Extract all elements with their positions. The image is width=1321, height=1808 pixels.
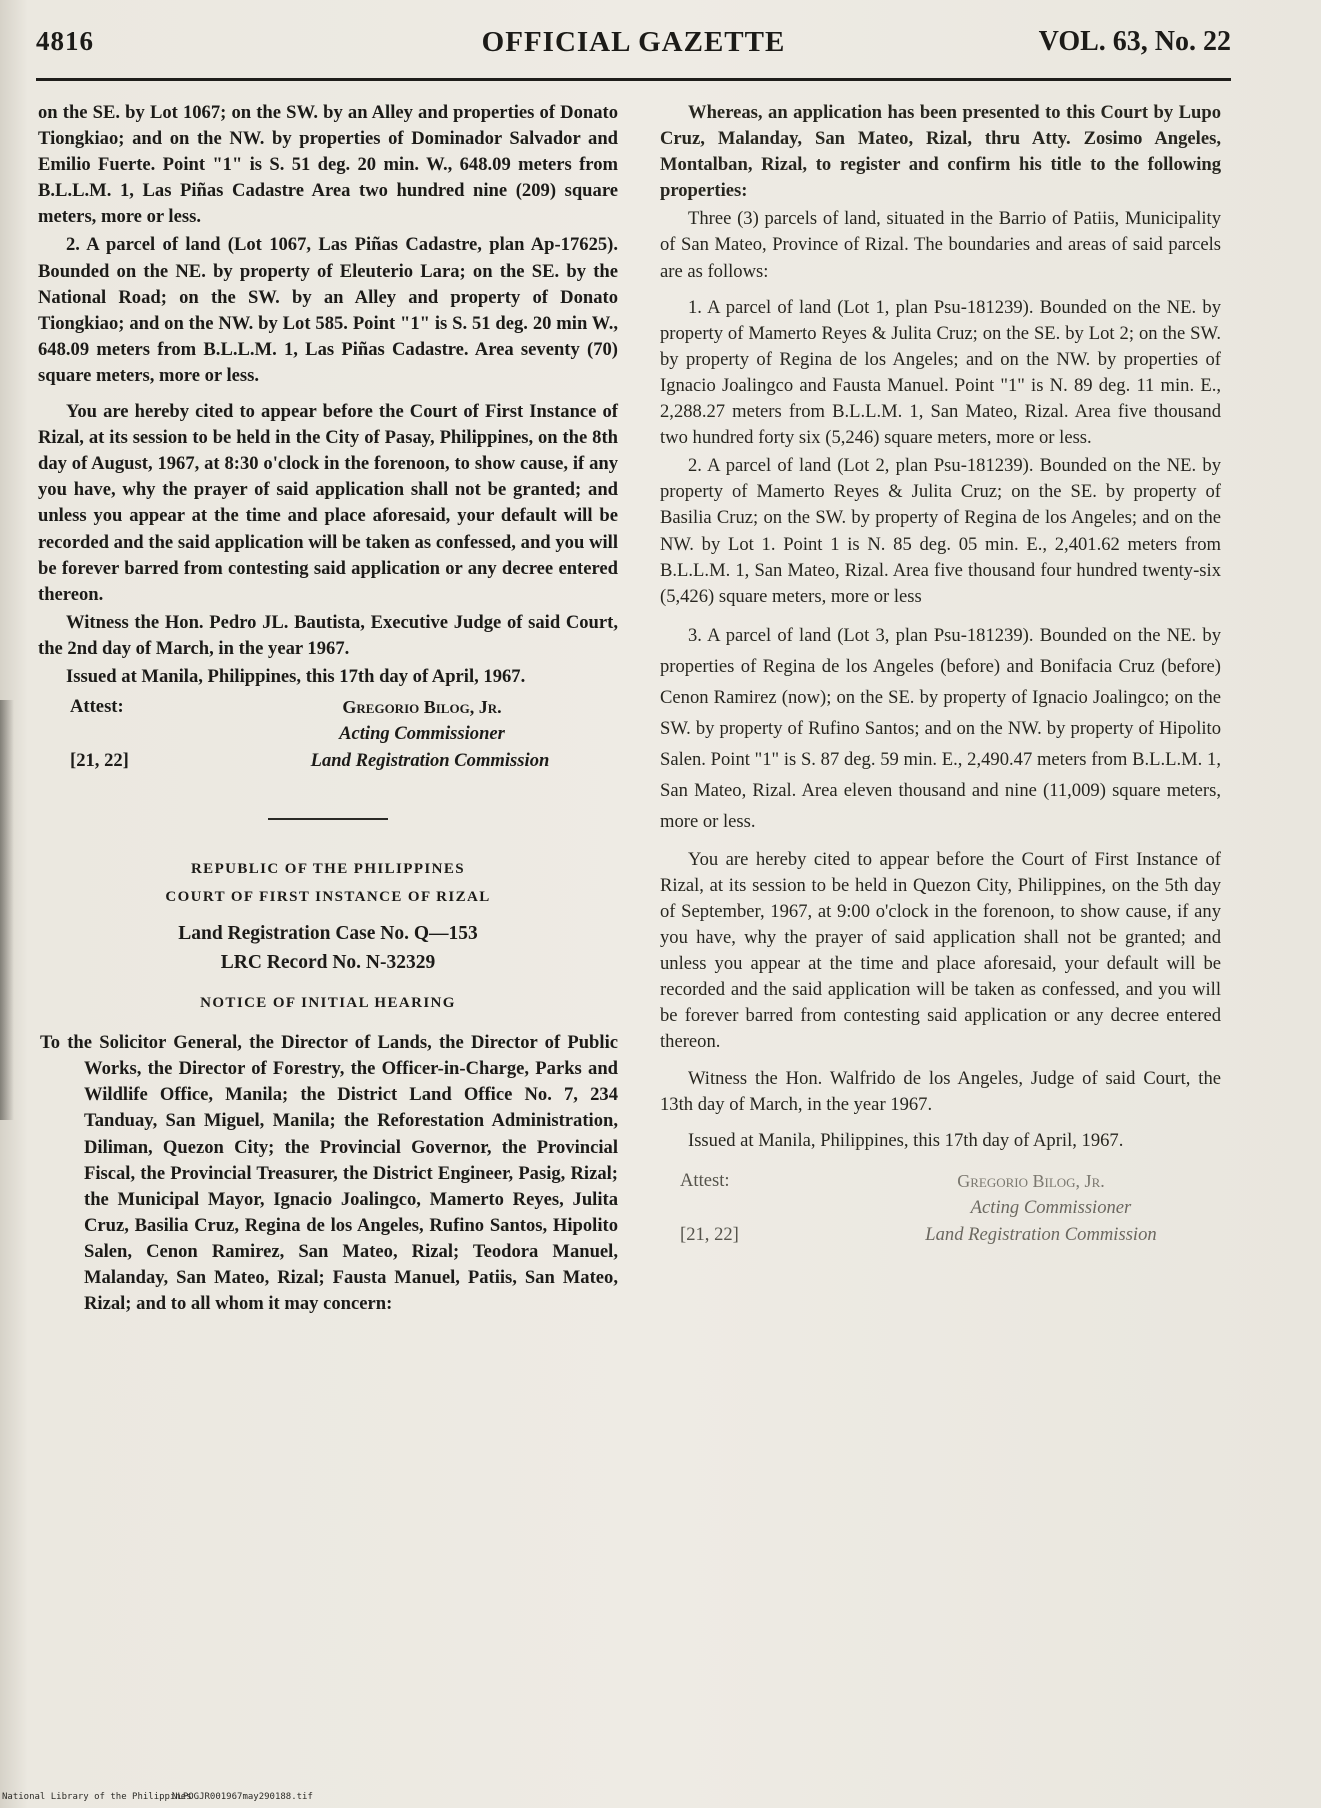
addressees-paragraph: To the Solicitor General, the Director of Lands, the Director of Public Works, the Director of Forestry, the Officer-in-Charge, Parks and Wildlife Office, Manila; the District Land Office No. 7, 234 Tanduay, San Miguel, Manila; the Reforestation Administration, Diliman, Quezon City; the Provincial Governor, the Provincial Fiscal, the Provincial Treasurer, the District Engineer, Pasig, Rizal; the Municipal Mayor, Ignacio Joalingco, Mamerto Reyes, Julita Cruz, Basilia Cruz, Regina de los Angeles, Rufino Santos, Hipolito Salen, Cenon Ramirez, San Mateo, Rizal; Teodora Manuel, Malanday, San Mateo, Rizal; Fausta Manuel, Patiis, San Mateo, Rizal; and to all whom it may concern: [40, 1032, 618, 1315]
record-number: LRC Record No. N-32329 [220, 952, 436, 974]
right-paragraph-lot-3: 3. A parcel of land (Lot 3, plan Psu-181239). Bounded on the NE. by properties of Regina de los Angeles (before) and Bonifacia Cruz (before) Cenon Ramirez (now); on the SE. by property of Ignacio Joalingco; on the SW. by property of Rufino Santos; and on the NW. by property of Hipolito Salen. Point "1" is S. 87 deg. 59 min. E., 2,490.47 meters from B.L.L.M. 1, San Mateo, Rizal. Area eleven thousand and nine (11,009) square meters, more or less. [660, 624, 1221, 832]
binding-shadow [0, 700, 14, 1120]
left-paragraph-continued: on the SE. by Lot 1067; on the SW. by an Alley and properties of Donato Tiongkiao; and on the NW. by properties of Dominador Salvador and Emilio Fuerte. Point "1" is S. 51 deg. 20 min. W., 648.09 meters from B.L.L.M. 1, Las Piñas Cadastre Area two hundred nine (209) square meters, more or less. [38, 102, 618, 228]
right-column [660, 100, 1221, 1264]
footer-reference: NLPOGJR001967may290188.tif [172, 1792, 313, 1802]
right-paragraph-lot-2: 2. A parcel of land (Lot 2, plan Psu-181239). Bounded on the NE. by property of Mamerto Reyes & Julita Cruz; on the SE. by property of Basilia Cruz; on the SW. by property of Regina de los Angeles; and on the NW. by Lot 1. Point 1 is N. 85 deg. 05 min. E., 2,401.62 meters from B.L.L.M. 1, San Mateo, Rizal. Area five thousand four hundred twenty-six (5,426) square meters, more or less [660, 455, 1221, 607]
left-paragraph-citation: You are hereby cited to appear before the Court of First Instance of Rizal, at its session to be held in the City of Pasay, Philippines, on the 8th day of August, 1967, at 8:30 o'clock in the forenoon, to show cause, if any you have, why the prayer of said application shall not be granted; and unless you appear at the time and place aforesaid, your default will be recorded and the said application will be taken as confessed, and you will be forever barred from contesting said application or any decree entered thereon. [38, 401, 618, 605]
left-column [38, 100, 618, 1319]
issue-numbers: [21, 22] [70, 750, 129, 772]
signatory-name: Gregorio Bilog, Jr. [957, 1170, 1105, 1191]
right-paragraph-lot-1: 1. A parcel of land (Lot 1, plan Psu-181239). Bounded on the NE. by property of Mamerto Reyes & Julita Cruz; on the SE. by Lot 2; on the SW. by property of Regina de los Angeles; and on the NW. by properties of Ignacio Joalingco and Fausta Manuel. Point "1" is N. 89 deg. 11 min. E., 2,288.27 meters from B.L.L.M. 1, San Mateo, Rizal. Area five thousand two hundred forty six (5,246) square meters, more or less. [660, 296, 1221, 449]
right-paragraph-witness: Witness the Hon. Walfrido de los Angeles, Judge of said Court, the 13th day of March, in the year 1967. [660, 1067, 1221, 1115]
header-rule [36, 78, 1231, 81]
issue-numbers: [21, 22] [680, 1223, 739, 1245]
signatory-office: Land Registration Commission [925, 1223, 1157, 1245]
signatory-title: Acting Commissioner [339, 723, 505, 745]
court-heading: COURT OF FIRST INSTANCE OF RIZAL [165, 889, 491, 906]
attest-label: Attest: [70, 696, 124, 718]
signatory-office: Land Registration Commission [310, 750, 550, 772]
right-paragraph-issued: Issued at Manila, Philippines, this 17th day of April, 1967. [688, 1129, 1124, 1151]
left-paragraph-witness: Witness the Hon. Pedro JL. Bautista, Executive Judge of said Court, the 2nd day of March, in the year 1967. [38, 611, 618, 659]
right-attest-block [660, 1168, 1221, 1264]
footer-credit: National Library of the Philippines [2, 1792, 192, 1802]
signatory-name: Gregorio Bilog, Jr. [342, 697, 502, 718]
right-paragraph-citation: You are hereby cited to appear before the Court of First Instance of Rizal, at its session to be held in Quezon City, Philippines, on the 5th day of September, 1967, at 9:00 o'clock in the forenoon, to show cause, if any you have, why the prayer of said application shall not be granted; and unless you appear at the time and place aforesaid, your default will be recorded and the said application will be taken as confessed, and you will be forever barred from contesting said application or any decree entered thereon. [660, 848, 1221, 1053]
notice-title: NOTICE OF INITIAL HEARING [200, 995, 456, 1012]
volume-label: VOL. 63, No. 22 [1038, 26, 1231, 57]
signatory-title: Acting Commissioner [970, 1196, 1132, 1218]
section-divider [268, 818, 388, 820]
left-paragraph-issued: Issued at Manila, Philippines, this 17th day of April, 1967. [66, 665, 526, 687]
attest-label: Attest: [680, 1169, 730, 1191]
left-paragraph-lot-1067: 2. A parcel of land (Lot 1067, Las Piñas Cadastre, plan Ap-17625). Bounded on the NE. by property of Eleuterio Lara; on the SE. by the National Road; on the SW. by an Alley and property of Donato Tiongkiao; and on the NW. by Lot 585. Point "1" is S. 51 deg. 20 min W., 648.09 meters from B.L.L.M. 1, Las Piñas Cadastre. Area seventy (70) square meters, more or less. [38, 234, 618, 386]
case-number: Land Registration Case No. Q—153 [178, 923, 478, 945]
running-title: OFFICIAL GAZETTE [481, 26, 786, 58]
right-paragraph-whereas: Whereas, an application has been presented to this Court by Lupo Cruz, Malanday, San Mateo, Rizal, thru Atty. Zosimo Angeles, Montalban, Rizal, to register and confirm his title to the following properties: [660, 102, 1221, 202]
left-attest-block [38, 694, 618, 790]
page-header [36, 22, 1231, 72]
page-number: 4816 [36, 26, 94, 56]
right-paragraph-parcels: Three (3) parcels of land, situated in the Barrio of Patiis, Municipality of San Mateo, Province of Rizal. The boundaries and areas of said parcels are as follows: [660, 208, 1221, 282]
republic-heading: REPUBLIC OF THE PHILIPPINES [190, 861, 466, 878]
